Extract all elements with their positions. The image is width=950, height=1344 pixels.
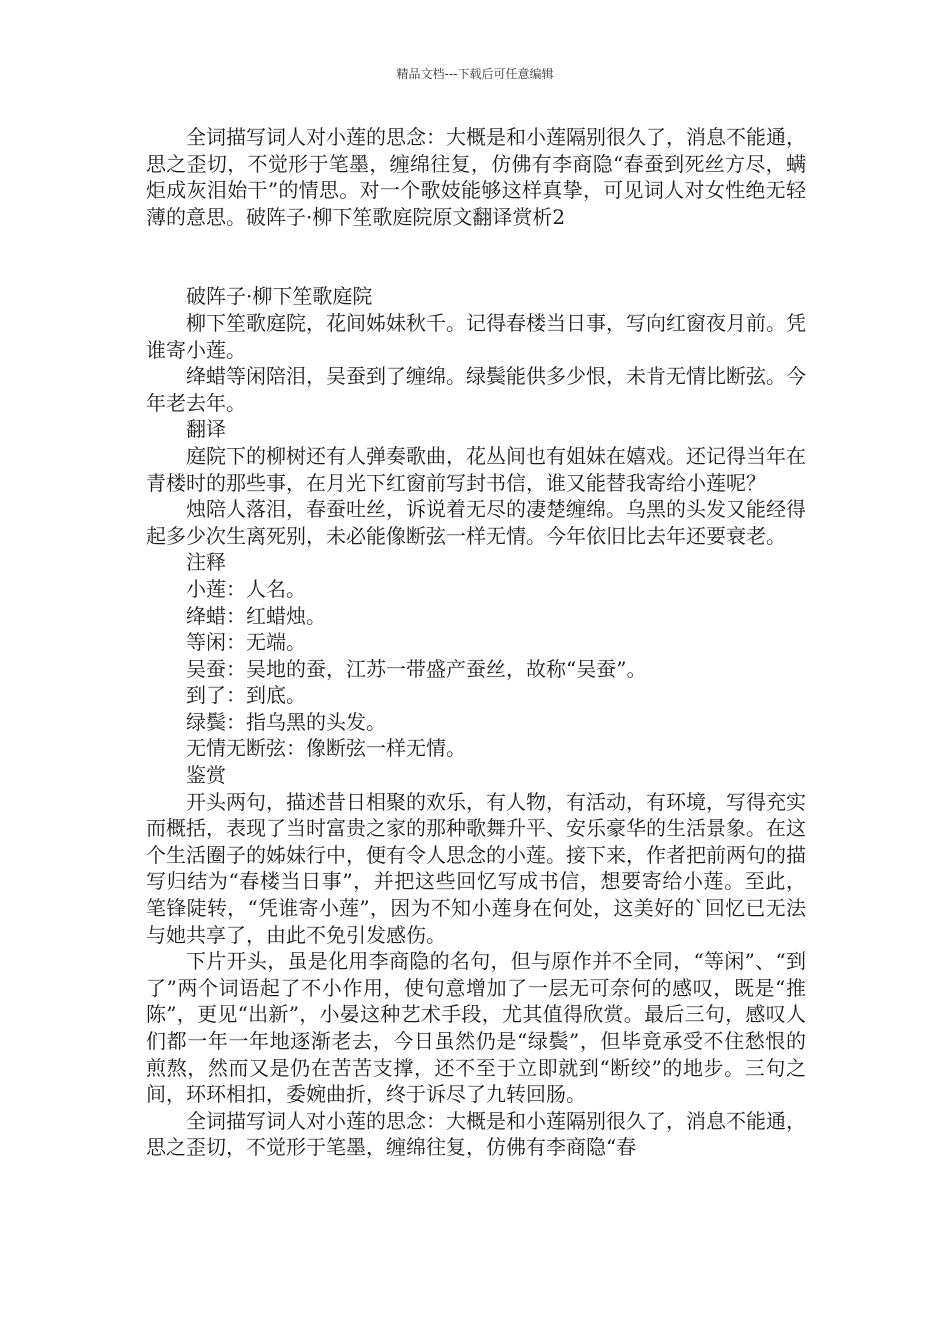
poem-title: 破阵子·柳下笙歌庭院 [186,284,373,309]
poem-stanza-1: 柳下笙歌庭院，花间姊妹秋千。记得春楼当日事，写向红窗夜月前。凭谁寄小莲。 [146,310,806,362]
note-item: 吴蚕：吴地的蚕，江苏一带盛产蚕丝，故称“吴蚕”。 [186,656,647,681]
section-heading-appreciation: 鉴赏 [186,763,226,788]
appreciation-paragraph-1: 开头两句，描述昔日相聚的欢乐，有人物，有活动，有环境，写得充实而概括，表现了当时富贵之家的那种歌舞升平、安乐豪华的生活景象。在这个生活圈子的姊妹行中，便有令人思念的小莲。接下来，作者把前两句的描写归结为“春楼当日事”，并把这些回忆写成书信，想要寄给小莲。至此，笔锋陡转，“凭谁寄小莲”，因为不知小莲身在何处，这美好的`回忆已无法与她共享了，由此不免引发感伤。 [146,789,806,947]
poem-stanza-2: 绛蜡等闲陪泪，吴蚕到了缠绵。绿鬓能供多少恨，未肯无情比断弦。今年老去年。 [146,364,806,415]
paragraph-summary-intro: 全词描写词人对小莲的思念：大概是和小莲隔别很久了，消息不能通，思之歪切，不觉形于笔墨，缠绵往复，仿佛有李商隐“春蚕到死丝方尽，螨炬成灰泪始干”的情思。对一个歌妓能够这样真挚，可见词人对女性绝无轻薄的意思。破阵子·柳下笙歌庭院原文翻译赏析2 [146,125,806,229]
document-body [146,124,806,1161]
note-item: 小莲：人名。 [186,576,306,601]
section-heading-notes: 注释 [186,550,226,575]
note-item: 无情无断弦：像断弦一样无情。 [186,736,466,761]
section-heading-translation: 翻译 [186,417,226,442]
summary-paragraph-repeat: 全词描写词人对小莲的思念：大概是和小莲隔别很久了，消息不能通，思之歪切，不觉形于笔墨，缠绵往复，仿佛有李商隐“春 [146,1108,806,1160]
note-item: 等闲：无端。 [186,630,306,655]
appreciation-paragraph-2: 下片开头，虽是化用李商隐的名句，但与原作并不全同，“等闲”、“到了”两个词语起了不小作用，使句意增加了一层无可奈何的感叹，既是“推陈”，更见“出新”，小晏这种艺术手段，尤其值得欣赏。最后三句，感叹人们都一年一年地逐渐老去，今日虽然仍是“绿鬓”，但毕竟承受不住愁恨的煎熬，然而又是仍在苦苦支撑，还不至于立即就到“断绞”的地步。三句之间，环环相扣，委婉曲折，终于诉尽了九转回肠。 [146,949,806,1107]
note-item: 绿鬓：指乌黑的头发。 [186,709,386,734]
translation-paragraph-1: 庭院下的柳树还有人弹奏歌曲，花丛间也有姐妹在嬉戏。还记得当年在青楼时的那些事，在月光下红窗前写封书信，谁又能替我寄给小莲呢？ [146,443,806,495]
note-item: 绛蜡：红蜡烛。 [186,603,326,628]
note-item: 到了：到底。 [186,683,306,708]
page-header: 精品文档---下载后可任意编辑 [396,67,554,81]
translation-paragraph-2: 烛陪人落泪，春蚕吐丝，诉说着无尽的凄楚缠绵。乌黑的头发又能经得起多少次生离死别，未必能像断弦一样无情。今年依旧比去年还要衰老。 [146,497,806,548]
blank-spacer [146,230,806,283]
